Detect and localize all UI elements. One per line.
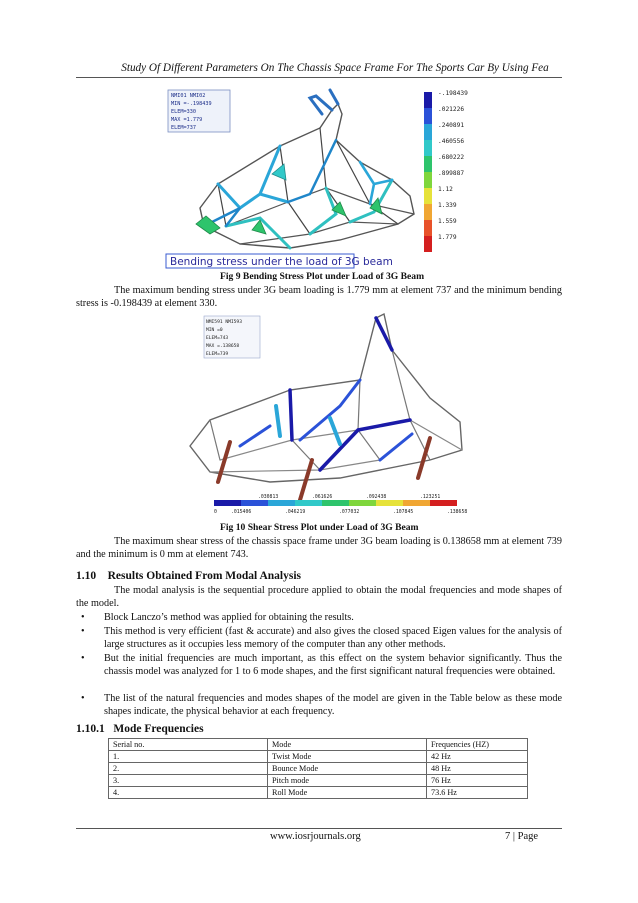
fig9-info-line: MIN =-.198439 [171, 101, 212, 107]
fig10-scale-label-bottom: .077032 [339, 510, 360, 515]
fig9-legend-label: 1.779 [438, 234, 457, 241]
bullet-item: • Block Lanczo’s method was applied for obtaining the results. [81, 612, 354, 623]
fig9-legend-label: -.198439 [438, 90, 468, 97]
fig9-legend-swatch [424, 188, 432, 204]
fig9-info-line: ELEM=737 [171, 125, 196, 131]
section-heading-1-10-1: 1.10.1 Mode Frequencies [76, 723, 204, 735]
table-cell: 2. [109, 763, 268, 775]
fig10-info-line: ELEM=743 [206, 336, 229, 341]
fig10-scale-label-top: .061626 [312, 495, 333, 500]
fig9-legend-swatch [424, 92, 432, 108]
fig10-info-line: MIN =0 [206, 328, 223, 333]
table-cell: 76 Hz [427, 775, 528, 787]
fig10-scale-label-top: .123251 [420, 495, 441, 500]
running-header: Study Of Different Parameters On The Chassis Space Frame For The Sports Car By Using Fea [121, 62, 549, 74]
figure-10-caption: Fig 10 Shear Stress Plot under Load of 3G Beam [220, 522, 419, 533]
fig9-legend-swatch [424, 124, 432, 140]
bullet-item: • This method is very efficient (fast & accurate) and also gives the closed spaced Eigen values for the analysis of large structures as it occupies less memory of the computer than any other methods. [81, 626, 562, 651]
bullet-icon: • [81, 626, 85, 637]
table-cell: 73.6 Hz [427, 787, 528, 799]
fig10-scale-label-bottom: .138658 [447, 510, 468, 515]
fig10-info-line: NMI591 NMI593 [206, 320, 242, 325]
table-header-cell: Frequencies (HZ) [427, 739, 528, 751]
fig10-scale-label-bottom: .015406 [231, 510, 252, 515]
table-cell: 3. [109, 775, 268, 787]
fig9-legend-swatch [424, 108, 432, 124]
header-rule [76, 77, 562, 78]
fig10-info-box [204, 316, 260, 358]
fig9-legend-label: .240891 [438, 122, 465, 129]
fig9-legend-label: .899887 [438, 170, 465, 177]
fig9-info-line: NMI01 NMI02 [171, 93, 206, 99]
fig9-legend-label: .680222 [438, 154, 465, 161]
fig10-scale-swatch [268, 500, 295, 506]
fig9-legend-swatch [424, 236, 432, 252]
figure-9-bending-stress-plot [160, 84, 500, 270]
fig9-legend-swatch [424, 140, 432, 156]
table-cell: Pitch mode [268, 775, 427, 787]
fig10-scale-label-bottom: 0 [214, 510, 217, 515]
table-cell: 42 Hz [427, 751, 528, 763]
fig10-scale-swatch [241, 500, 268, 506]
fig9-legend-swatch [424, 156, 432, 172]
fig9-legend-label: .021226 [438, 106, 465, 113]
table-cell: Roll Mode [268, 787, 427, 799]
footer-rule [76, 828, 562, 829]
fig9-legend-swatch [424, 172, 432, 188]
footer-page-number: 7 | Page [505, 831, 539, 842]
section-heading-1-10: 1.10 Results Obtained From Modal Analysis [76, 570, 302, 582]
table-row [109, 775, 528, 787]
fig10-scale-swatch [322, 500, 349, 506]
fig9-legend-label: 1.559 [438, 218, 457, 225]
mode-frequencies-table [108, 738, 528, 799]
table-cell: 1. [109, 751, 268, 763]
fig10-info-line: ELEM=739 [206, 352, 229, 357]
bullet-icon: • [81, 612, 85, 623]
fig10-scale-swatch [376, 500, 403, 506]
table-cell: Twist Mode [268, 751, 427, 763]
fig9-info-line: ELEM=330 [171, 109, 196, 115]
fig9-legend-swatch [424, 220, 432, 236]
fig10-scale-label-bottom: .046219 [285, 510, 306, 515]
bullet-item: • The list of the natural frequencies and modes shapes of the model are given in the Table below as these mode shapes indicate, the physical behavior at each frequency. [81, 693, 562, 718]
fig9-legend-label: .460556 [438, 138, 465, 145]
table-row [109, 787, 528, 799]
figure-10-shear-stress-plot [180, 310, 500, 520]
table-cell: Bounce Mode [268, 763, 427, 775]
fig10-scale-swatch [430, 500, 457, 506]
figure-9-caption: Fig 9 Bending Stress Plot under Load of 3G Beam [220, 271, 425, 282]
fig10-scale-swatch [403, 500, 430, 506]
table-header-cell: Mode [268, 739, 427, 751]
fig9-info-line: MAX =1.779 [171, 117, 203, 123]
fig10-scale-label-top: .092438 [366, 495, 387, 500]
table-cell: 4. [109, 787, 268, 799]
table-cell: 48 Hz [427, 763, 528, 775]
bullet-item: • But the initial frequencies are much important, as this effect on the system behavior significantly. Thus the chassis model was analyzed for 1 to 6 mode shapes, and the first significant natural frequencies were obtained. [81, 653, 562, 678]
paragraph-shear-result: The maximum shear stress of the chassis space frame under 3G beam loading is 0.138658 mm at element 739 and the minimum is 0 mm at element 743. [76, 536, 562, 561]
bullet-icon: • [81, 693, 85, 704]
fig9-banner [166, 254, 393, 268]
table-header-cell: Serial no. [109, 739, 268, 751]
fig10-scale-swatch [214, 500, 241, 506]
paragraph-bending-result: The maximum bending stress under 3G beam loading is 1.779 mm at element 737 and the minimum bending stress is -0.198439 at element 330. [76, 285, 562, 310]
footer-url[interactable]: www.iosrjournals.org [270, 831, 361, 842]
fig10-scale-label-bottom: .107845 [393, 510, 414, 515]
table-row [109, 763, 528, 775]
fig9-legend-label: 1.12 [438, 186, 453, 193]
fig10-scale-swatch [349, 500, 376, 506]
fig9-legend-swatch [424, 204, 432, 220]
fig9-banner-text: Bending stress under the load of 3G beam [170, 256, 393, 268]
fig10-info-line: MAX =.138658 [206, 344, 240, 349]
table-header-row [109, 739, 528, 751]
bullet-icon: • [81, 653, 85, 664]
fig10-scale-label-top: .030813 [258, 495, 279, 500]
fig9-legend-label: 1.339 [438, 202, 457, 209]
paragraph-modal-analysis: The modal analysis is the sequential procedure applied to obtain the modal frequencies and mode shapes of the model. [76, 585, 562, 610]
fig10-scale-swatch [295, 500, 322, 506]
fig9-info-box [168, 90, 230, 132]
table-row [109, 751, 528, 763]
